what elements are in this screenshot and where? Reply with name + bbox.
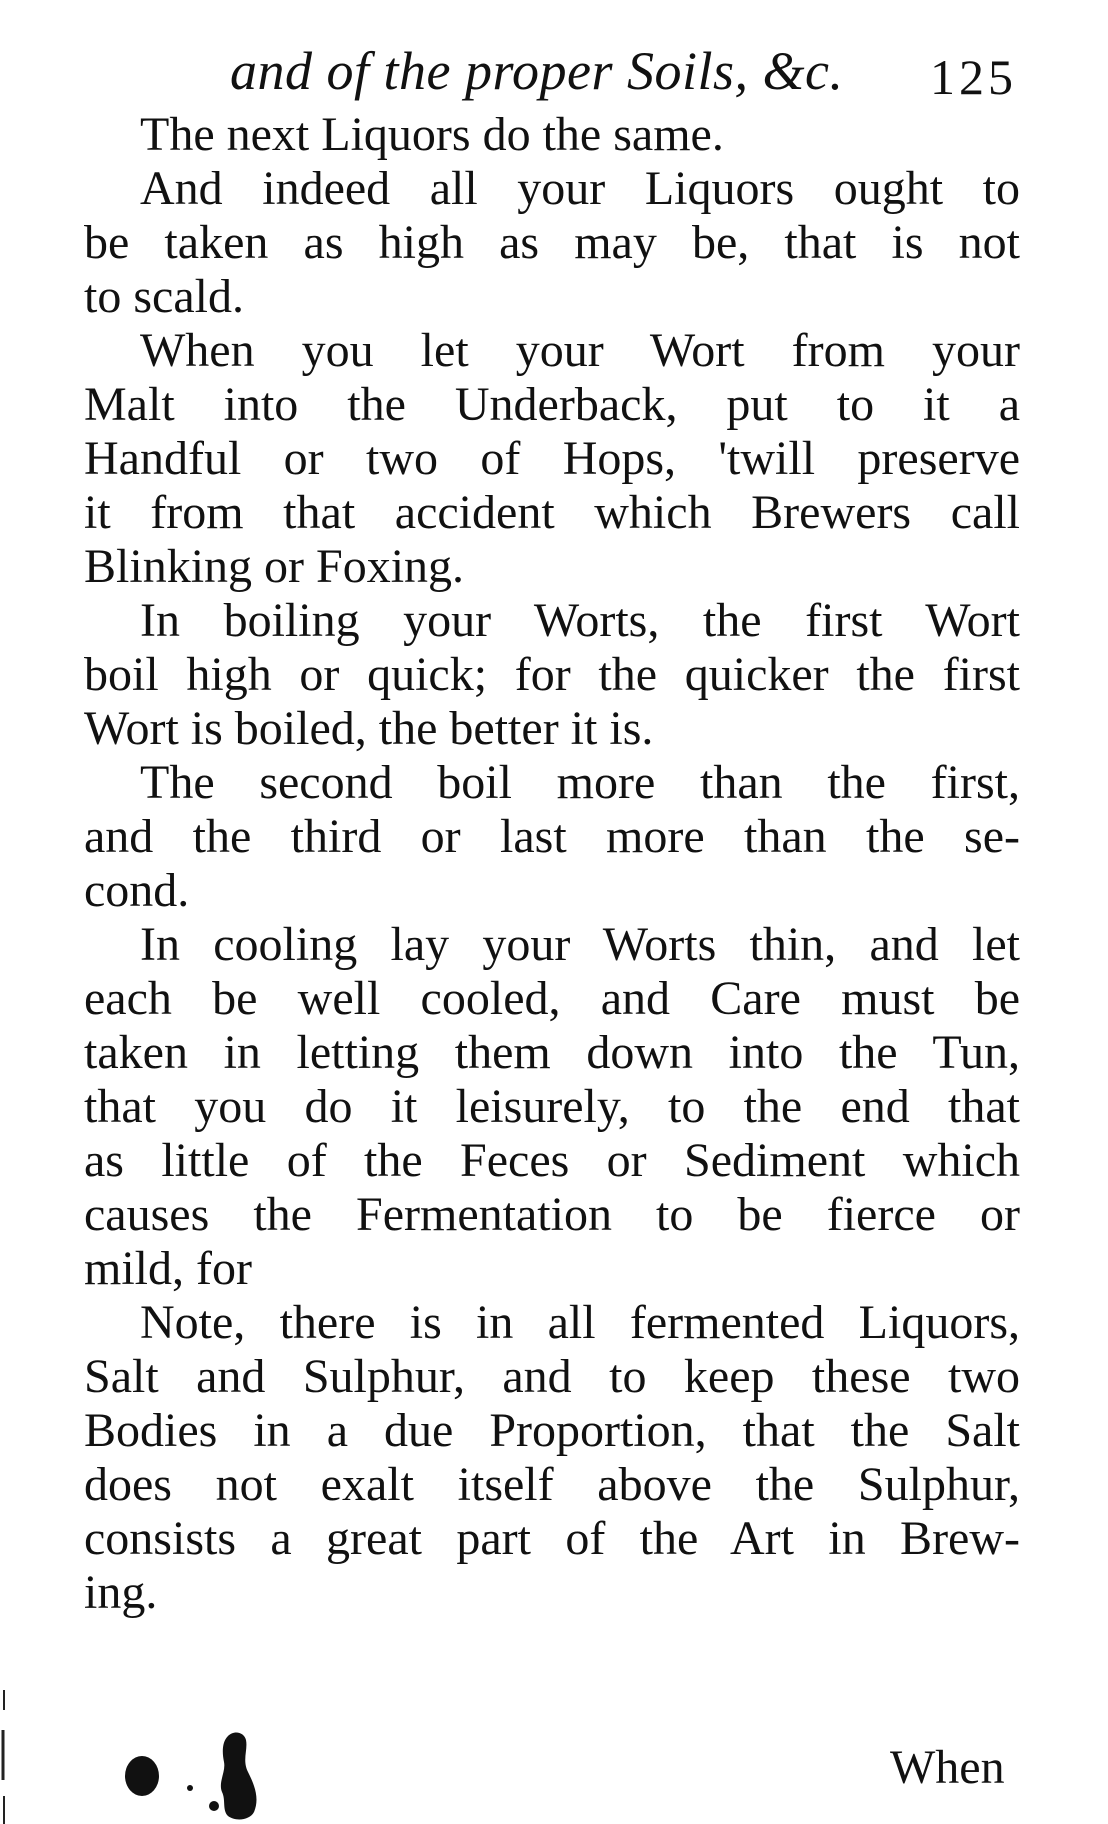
- running-title: and of the proper Soils, &c.: [230, 41, 844, 101]
- text-line: Wort is boiled, the better it is.: [84, 702, 654, 755]
- text-line: each be well cooled, and Care must be: [84, 972, 1020, 1025]
- text-line: Malt into the Underback, put to it a: [84, 378, 1020, 431]
- text-line: The second boil more than the first,: [140, 756, 1020, 809]
- text-line: Note, there is in all fermented Liquors,: [140, 1296, 1020, 1349]
- text-line: to scald.: [84, 270, 244, 323]
- text-line: In cooling lay your Worts thin, and let: [140, 918, 1020, 971]
- text-line: be taken as high as may be, that is not: [84, 216, 1020, 269]
- text-line: Handful or two of Hops, 'twill preserve: [84, 432, 1020, 485]
- ink-blot: [110, 1720, 290, 1824]
- text-line: cond.: [84, 864, 190, 917]
- text-line: mild, for: [84, 1242, 252, 1295]
- text-line: ing.: [84, 1566, 158, 1619]
- text-line: causes the Fermentation to be fierce or: [84, 1188, 1020, 1241]
- text-line: Bodies in a due Proportion, that the Salt: [84, 1404, 1020, 1457]
- text-line: as little of the Feces or Sediment which: [84, 1134, 1020, 1187]
- text-line: Salt and Sulphur, and to keep these two: [84, 1350, 1020, 1403]
- page-number: 125: [930, 49, 1017, 105]
- edge-marks: [0, 1690, 10, 1824]
- text-line: The next Liquors do the same.: [140, 108, 724, 161]
- text-line: Blinking or Foxing.: [84, 540, 465, 593]
- text-line: In boiling your Worts, the first Wort: [140, 594, 1020, 647]
- text-line: When you let your Wort from your: [140, 324, 1020, 377]
- text-line: and the third or last more than the se-: [84, 810, 1020, 863]
- text-line: taken in letting them down into the Tun,: [84, 1026, 1020, 1079]
- body-text: [84, 108, 1020, 1620]
- text-line: And indeed all your Liquors ought to: [140, 162, 1020, 215]
- text-line: consists a great part of the Art in Brew-: [84, 1512, 1020, 1565]
- text-line: does not exalt itself above the Sulphur,: [84, 1458, 1020, 1511]
- text-line: that you do it leisurely, to the end that: [84, 1080, 1020, 1133]
- catchword: When: [890, 1741, 1005, 1794]
- text-line: boil high or quick; for the quicker the first: [84, 648, 1020, 701]
- text-line: it from that accident which Brewers call: [84, 486, 1020, 539]
